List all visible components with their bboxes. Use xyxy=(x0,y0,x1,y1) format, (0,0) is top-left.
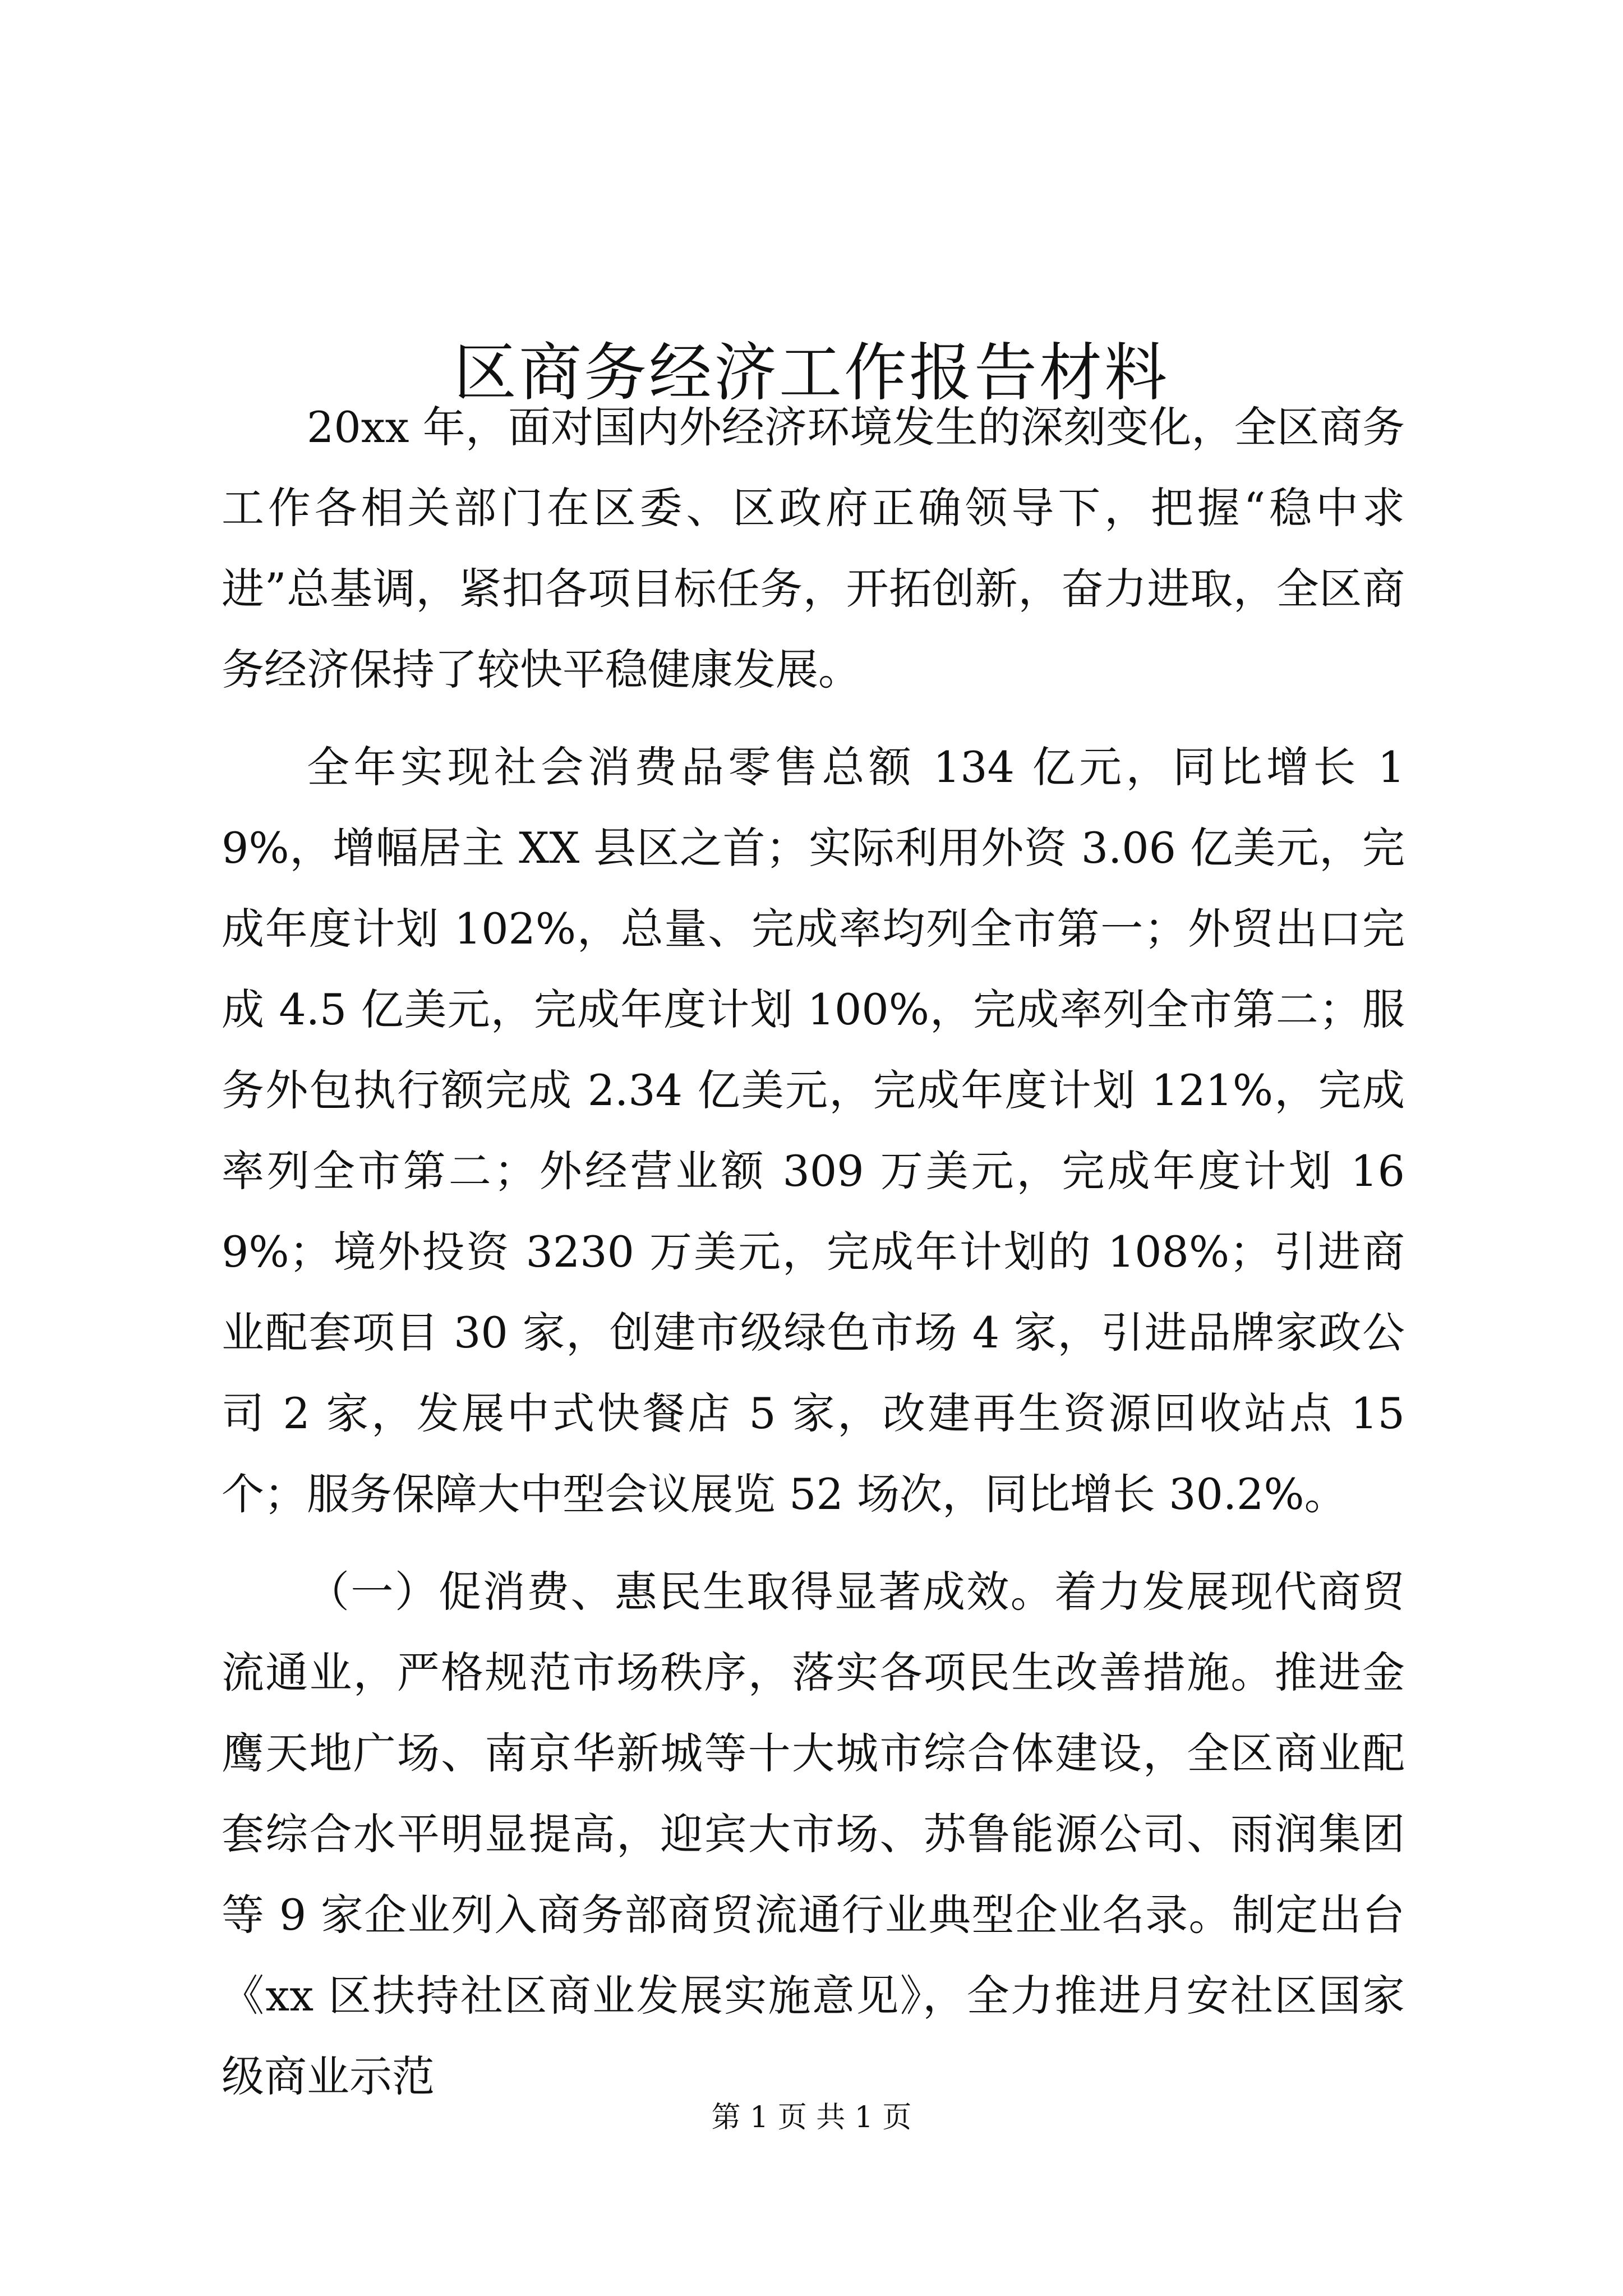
document-body xyxy=(222,387,1405,2117)
paragraph-annual-results: 全年实现社会消费品零售总额 134 亿元，同比增长 19%，增幅居主 XX 县区之首；实际利用外资 3.06 亿美元，完成年度计划 102%，总量、完成率均列全市第一；外贸出口完成 4.5 亿美元，完成年度计划 100%，完成率列全市第二；服务外包执行额完成 2.34 亿美元，完成年度计划 121%，完成率列全市第二；外经营业额 309 万美元，完成年度计划 169%；境外投资 3230 万美元，完成年计划的 108%；引进商业配套项目 30 家，创建市级绿色市场 4 家，引进品牌家政公司 2 家，发展中式快餐店 5 家，改建再生资源回收站点 15 个；服务保障大中型会议展览 52 场次，同比增长 30.2%。 xyxy=(222,742,1405,1519)
document-title: 区商务经济工作报告材料 xyxy=(454,337,1169,410)
paragraph-consumption-section: （一）促消费、惠民生取得显著成效。着力发展现代商贸流通业，严格规范市场秩序，落实各项民生改善措施。推进金鹰天地广场、南京华新城等十大城市综合体建设，全区商业配套综合水平明显提高，迎宾大市场、苏鲁能源公司、雨润集团等 9 家企业列入商务部商贸流通行业典型企业名录。制定出台《xx 区扶持社区商业发展实施意见》，全力推进月安社区国家级商业示范 xyxy=(222,1567,1405,2101)
page-footer: 第 1 页 共 1 页 xyxy=(711,2101,912,2134)
paragraph-intro: 20xx 年，面对国内外经济环境发生的深刻变化，全区商务工作各相关部门在区委、区政府正确领导下，把握“稳中求进”总基调，紧扣各项目标任务，开拓创新，奋力进取，全区商务经济保持了较快平稳健康发展。 xyxy=(222,402,1405,694)
